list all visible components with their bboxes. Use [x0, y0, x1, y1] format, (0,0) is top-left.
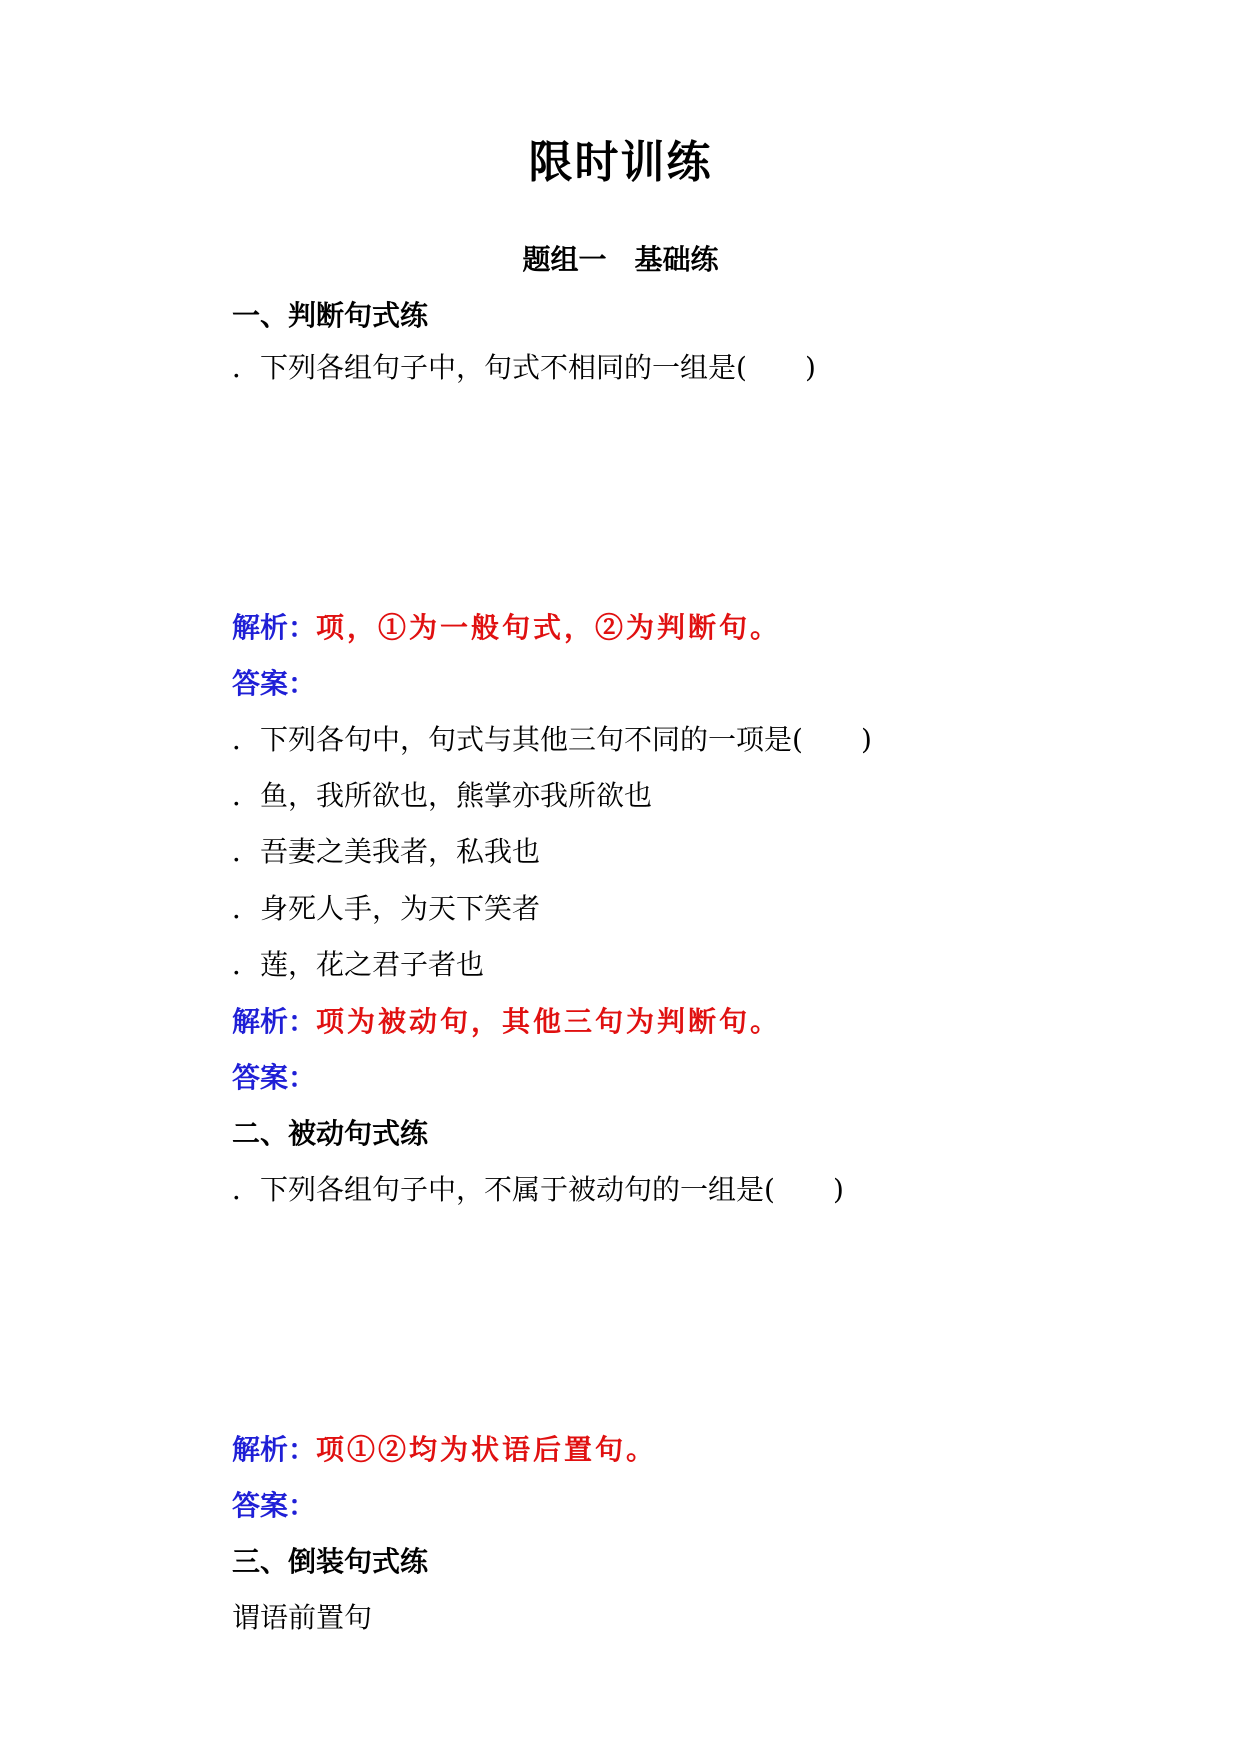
section-heading-3: 三、倒装句式练 — [232, 1545, 429, 1578]
question-3-text: ．下列各组句子中，不属于被动句的一组是( — [232, 1173, 775, 1206]
answer-3-label: 答案： — [232, 1489, 317, 1522]
question-2 — [232, 720, 872, 760]
group-title: 题组一 基础练 — [522, 243, 719, 276]
question-1 — [232, 348, 816, 388]
subheading-predicate-preposed: 谓语前置句 — [232, 1601, 373, 1634]
question-1-text: ．下列各组句子中，句式不相同的一组是( — [232, 351, 747, 384]
analysis-2-text: 项为被动句，其他三句为判断句。 — [316, 1005, 782, 1038]
option-a: ．鱼，我所欲也，熊掌亦我所欲也 — [232, 779, 653, 812]
analysis-1 — [232, 608, 781, 648]
section-heading-1: 一、判断句式练 — [232, 299, 429, 332]
question-2-text: ．下列各句中，句式与其他三句不同的一项是( — [232, 723, 803, 756]
question-3 — [232, 1170, 844, 1210]
section-heading-2: 二、被动句式练 — [232, 1117, 429, 1150]
analysis-3 — [232, 1430, 657, 1470]
question-1-close-paren: ) — [804, 351, 816, 384]
option-c: ．身死人手，为天下笑者 — [232, 892, 541, 925]
option-d: ．莲，花之君子者也 — [232, 948, 485, 981]
analysis-1-text: 项，①为一般句式，②为判断句。 — [316, 611, 782, 644]
analysis-1-label: 解析： — [232, 611, 317, 644]
analysis-2-label: 解析： — [232, 1005, 317, 1038]
analysis-2 — [232, 1002, 781, 1042]
answer-2-label: 答案： — [232, 1061, 317, 1094]
question-3-close-paren: ) — [832, 1173, 844, 1206]
question-2-close-paren: ) — [860, 723, 872, 756]
option-b: ．吾妻之美我者，私我也 — [232, 835, 541, 868]
page-title: 限时训练 — [528, 137, 713, 188]
analysis-3-text: 项①②均为状语后置句。 — [316, 1433, 658, 1466]
answer-1-label: 答案： — [232, 667, 317, 700]
analysis-3-label: 解析： — [232, 1433, 317, 1466]
